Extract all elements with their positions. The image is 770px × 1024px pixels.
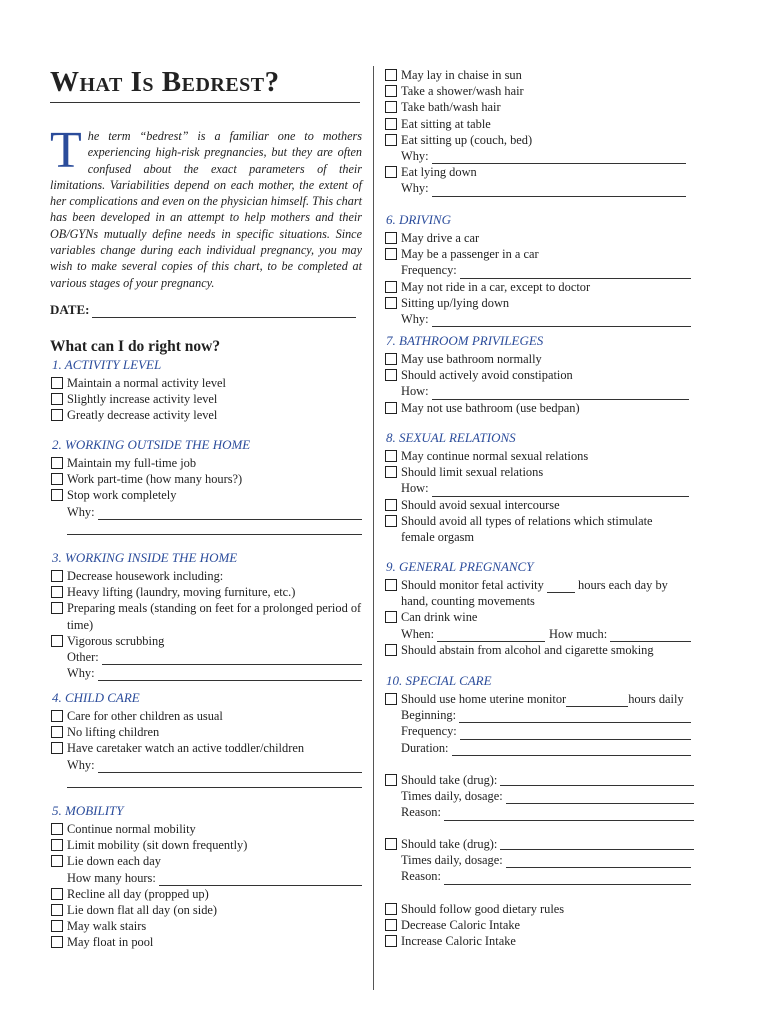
drug-field[interactable] <box>500 772 694 786</box>
checkbox[interactable] <box>51 457 63 469</box>
why-field[interactable] <box>98 507 362 520</box>
section-title: 9. GENERAL PREGNANCY <box>386 559 534 574</box>
checklist-item[interactable]: Can drink wine <box>384 609 696 625</box>
checkbox[interactable] <box>385 774 397 786</box>
checklist-item[interactable]: Maintain a normal activity level <box>50 375 362 391</box>
checklist-item[interactable]: Should monitor fetal activity hours each day by hand, counting movements <box>384 577 689 609</box>
duration-row: Duration: <box>384 740 691 756</box>
checkbox[interactable] <box>385 515 397 527</box>
other-row: Other: <box>50 649 362 665</box>
checkbox[interactable] <box>385 644 397 656</box>
checklist-item[interactable]: Eat sitting at table <box>384 116 696 132</box>
intro-text: he term “bedrest” is a familiar one to mothers experiencing high-risk pregnancies, but they are often confused about the exact parameters of their limitations. Variabilities depend on each mother, the extent of her complications and even on the physician himself. This chart has been developed in an attempt to help mothers and their OB/GYNs mutually define needs in specific situations. Since variables change during each individual pregnancy, you may wish to make several copies of this chart, to be completed at various stages of your pregnancy. <box>50 129 362 290</box>
checklist-item[interactable]: Decrease Caloric Intake <box>384 917 696 933</box>
checklist-item[interactable]: May walk stairs <box>50 918 362 934</box>
checkbox[interactable] <box>385 166 397 178</box>
drug-block-2 <box>384 836 696 885</box>
checklist-item[interactable]: Should avoid sexual intercourse <box>384 497 696 513</box>
hours-field[interactable] <box>547 580 575 593</box>
why-field[interactable] <box>98 760 362 773</box>
section-title: 10. SPECIAL CARE <box>386 673 492 688</box>
section-title: 3. WORKING INSIDE THE HOME <box>52 550 238 565</box>
how-field[interactable] <box>432 484 689 497</box>
page-title: What Is Bedrest? <box>50 66 280 98</box>
diet-block <box>384 901 696 950</box>
drug-block-1 <box>384 772 696 821</box>
checklist-item[interactable]: Greatly decrease activity level <box>50 407 362 423</box>
checklist-item[interactable]: Take bath/wash hair <box>384 99 696 115</box>
dosage-field[interactable] <box>506 791 694 804</box>
checklist-item[interactable]: Decrease housework including: <box>50 568 362 584</box>
date-label: DATE: <box>50 302 90 317</box>
frequency-field[interactable] <box>460 727 691 740</box>
checklist-item[interactable]: May continue normal sexual relations <box>384 448 696 464</box>
section-sexual-relations <box>384 429 696 545</box>
other-field[interactable] <box>102 652 362 665</box>
checkbox[interactable] <box>385 935 397 947</box>
checkbox[interactable] <box>51 409 63 421</box>
reason-row: Reason: <box>384 804 694 820</box>
section-mobility <box>50 802 362 951</box>
section-activity-level <box>50 356 362 424</box>
why-field[interactable] <box>98 668 362 681</box>
title-rule <box>50 102 360 103</box>
section-general-pregnancy <box>384 558 696 658</box>
checklist-item[interactable]: Slightly increase activity level <box>50 391 362 407</box>
blank-line[interactable] <box>67 773 362 788</box>
question-heading: What can I do right now? <box>50 338 221 355</box>
checkbox[interactable] <box>385 919 397 931</box>
checklist-item[interactable]: Take a shower/wash hair <box>384 83 696 99</box>
frequency-row: Frequency: <box>384 723 691 739</box>
checkbox[interactable] <box>385 281 397 293</box>
checkbox[interactable] <box>385 118 397 130</box>
checklist-item[interactable]: Should follow good dietary rules <box>384 901 696 917</box>
date-row <box>50 302 356 318</box>
checkbox[interactable] <box>51 920 63 932</box>
why-row: Why: <box>50 504 362 520</box>
checkbox[interactable] <box>51 393 63 405</box>
checkbox[interactable] <box>51 602 63 614</box>
checkbox[interactable] <box>385 693 397 705</box>
checklist-item[interactable]: Heavy lifting (laundry, moving furniture, etc.) <box>50 584 362 600</box>
drop-cap: T <box>50 122 82 179</box>
section-title: 4. CHILD CARE <box>52 690 140 705</box>
section-special-care <box>384 672 696 756</box>
why-row: Why: <box>384 180 686 196</box>
when-how-much-row: When: How much: <box>384 626 691 642</box>
dosage-row: Times daily, dosage: <box>384 852 691 868</box>
checkbox[interactable] <box>51 888 63 900</box>
checkbox[interactable] <box>385 466 397 478</box>
checklist-item[interactable]: Limit mobility (sit down frequently) <box>50 837 362 853</box>
checkbox[interactable] <box>51 377 63 389</box>
duration-field[interactable] <box>452 743 692 756</box>
why-row: Why: <box>384 311 691 327</box>
intro-paragraph <box>50 122 362 291</box>
reason-field[interactable] <box>444 808 694 821</box>
section-title: 6. DRIVING <box>386 212 451 227</box>
checklist-item[interactable]: Eat lying down <box>384 164 696 180</box>
why-row: Why: <box>50 757 362 773</box>
hours-field[interactable] <box>566 694 628 707</box>
checkbox[interactable] <box>51 489 63 501</box>
checkbox[interactable] <box>385 402 397 414</box>
why-field[interactable] <box>432 314 691 327</box>
checkbox[interactable] <box>385 369 397 381</box>
checklist-item[interactable]: Lie down each day <box>50 853 362 869</box>
reason-field[interactable] <box>444 872 691 885</box>
checkbox[interactable] <box>51 823 63 835</box>
checkbox[interactable] <box>385 838 397 850</box>
checklist-item[interactable]: Recline all day (propped up) <box>50 886 362 902</box>
checklist-item[interactable]: Eat sitting up (couch, bed) <box>384 132 696 148</box>
checklist-item[interactable]: Lie down flat all day (on side) <box>50 902 362 918</box>
checklist-item[interactable]: May lay in chaise in sun <box>384 67 696 83</box>
when-field[interactable] <box>437 629 545 642</box>
section-title: 7. BATHROOM PRIVILEGES <box>386 333 544 348</box>
how-row: How: <box>384 480 689 496</box>
date-field[interactable] <box>92 304 356 318</box>
checkbox[interactable] <box>51 473 63 485</box>
checkbox[interactable] <box>51 586 63 598</box>
checkbox[interactable] <box>51 570 63 582</box>
checklist-item[interactable]: No lifting children <box>50 724 362 740</box>
checkbox[interactable] <box>51 855 63 867</box>
reason-row: Reason: <box>384 868 691 884</box>
checklist-item[interactable]: Continue normal mobility <box>50 821 362 837</box>
checkbox[interactable] <box>51 635 63 647</box>
checkbox[interactable] <box>385 101 397 113</box>
section-working-outside <box>50 436 362 535</box>
section-title: 8. SEXUAL RELATIONS <box>386 430 516 445</box>
checkbox[interactable] <box>385 903 397 915</box>
checkbox[interactable] <box>385 297 397 309</box>
how-row: How: <box>384 383 689 399</box>
why-row: Why: <box>50 665 362 681</box>
drug-field[interactable] <box>500 836 694 850</box>
checklist-item[interactable]: May float in pool <box>50 934 362 950</box>
checklist-item[interactable]: Care for other children as usual <box>50 708 362 724</box>
why-field[interactable] <box>432 151 686 164</box>
frequency-row: Frequency: <box>384 262 691 278</box>
checkbox[interactable] <box>385 499 397 511</box>
hours-field[interactable] <box>159 873 362 886</box>
why-row: Why: <box>384 148 686 164</box>
checklist-item[interactable]: Should take (drug): <box>384 772 694 788</box>
how-many-hours-row: How many hours: <box>50 870 362 886</box>
section-title: 2. WORKING OUTSIDE THE HOME <box>52 437 251 452</box>
checklist-item[interactable]: Maintain my full-time job <box>50 455 362 471</box>
checkbox[interactable] <box>51 839 63 851</box>
section-driving <box>384 211 696 327</box>
checklist-item[interactable]: May be a passenger in a car <box>384 246 696 262</box>
checkbox[interactable] <box>51 726 63 738</box>
checkbox[interactable] <box>385 353 397 365</box>
frequency-field[interactable] <box>460 266 691 279</box>
section-mobility-continued <box>384 67 696 197</box>
checkbox[interactable] <box>385 611 397 623</box>
checklist-item[interactable]: Preparing meals (standing on feet for a prolonged period of time) <box>50 600 362 632</box>
checklist-item[interactable]: Should use home uterine monitor hours daily <box>384 691 696 707</box>
checkbox[interactable] <box>51 710 63 722</box>
dosage-row: Times daily, dosage: <box>384 788 694 804</box>
checklist-item[interactable]: Should avoid all types of relations which stimulate female orgasm <box>384 513 684 545</box>
checkbox[interactable] <box>385 248 397 260</box>
why-field[interactable] <box>432 184 686 197</box>
checkbox[interactable] <box>51 936 63 948</box>
how-field[interactable] <box>432 387 689 400</box>
checklist-item[interactable]: Work part-time (how many hours?) <box>50 471 362 487</box>
checklist-item[interactable]: Stop work completely <box>50 487 362 503</box>
section-working-inside <box>50 549 362 681</box>
dosage-field[interactable] <box>506 855 691 868</box>
checklist-item[interactable]: Should limit sexual relations <box>384 464 696 480</box>
checkbox[interactable] <box>385 232 397 244</box>
checklist-item[interactable]: Should actively avoid constipation <box>384 367 696 383</box>
checklist-item[interactable]: Should abstain from alcohol and cigarette smoking <box>384 642 696 658</box>
checklist-item[interactable]: Vigorous scrubbing <box>50 633 362 649</box>
section-child-care <box>50 689 362 788</box>
checklist-item[interactable]: Sitting up/lying down <box>384 295 696 311</box>
how-much-field[interactable] <box>610 629 691 642</box>
checklist-item[interactable]: Increase Caloric Intake <box>384 933 696 949</box>
column-divider <box>373 66 374 990</box>
checklist-item[interactable]: Should take (drug): <box>384 836 694 852</box>
checkbox[interactable] <box>385 579 397 591</box>
checklist-item[interactable]: May not ride in a car, except to doctor <box>384 279 696 295</box>
checkbox[interactable] <box>385 85 397 97</box>
checklist-item[interactable]: May not use bathroom (use bedpan) <box>384 400 696 416</box>
section-bathroom <box>384 332 696 416</box>
checklist-item[interactable]: May use bathroom normally <box>384 351 696 367</box>
section-title: 5. MOBILITY <box>52 803 124 818</box>
beginning-field[interactable] <box>459 710 691 723</box>
checklist-item[interactable]: May drive a car <box>384 230 696 246</box>
checklist-item[interactable]: Have caretaker watch an active toddler/children <box>50 740 362 756</box>
beginning-row: Beginning: <box>384 707 691 723</box>
checkbox[interactable] <box>385 69 397 81</box>
checkbox[interactable] <box>385 450 397 462</box>
checkbox[interactable] <box>385 134 397 146</box>
checkbox[interactable] <box>51 742 63 754</box>
section-title: 1. ACTIVITY LEVEL <box>52 357 162 372</box>
blank-line[interactable] <box>67 520 362 535</box>
checkbox[interactable] <box>51 904 63 916</box>
